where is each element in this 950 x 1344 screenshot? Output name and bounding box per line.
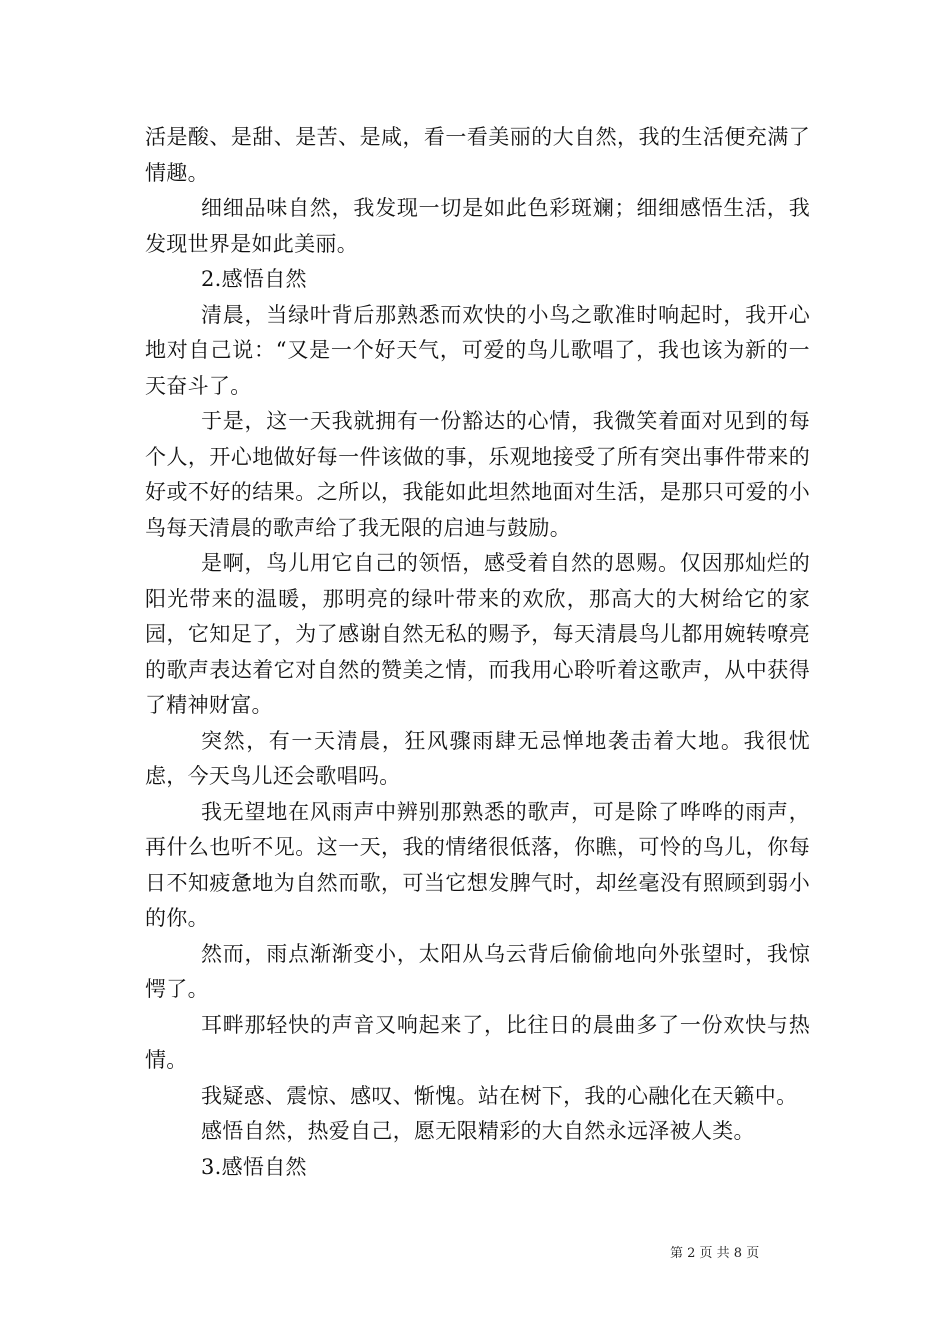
paragraph: 耳畔那轻快的声音又响起来了，比往日的晨曲多了一份欢快与热情。 (145, 1012, 810, 1072)
paragraph: 于是，这一天我就拥有一份豁达的心情，我微笑着面对见到的每个人，开心地做好每一件该做的事，乐观地接受了所有突出事件带来的好或不好的结果。之所以，我能如此坦然地面对生活，是那只可爱的小鸟每天清晨的歌声给了我无限的启迪与鼓励。 (145, 409, 810, 540)
paragraph: 是啊，鸟儿用它自己的领悟，感受着自然的恩赐。仅因那灿烂的阳光带来的温暖，那明亮的绿叶带来的欢欣，那高大的大树给它的家园，它知足了，为了感谢自然无私的赐予，每天清晨鸟儿都用婉转嘹亮的歌声表达着它对自然的赞美之情，而我用心聆听着这歌声，从中获得了精神财富。 (145, 551, 810, 717)
page-number: 第 2 页 共 8 页 (670, 1246, 760, 1261)
paragraph: 我疑惑、震惊、感叹、惭愧。站在树下，我的心融化在天籁中。 (201, 1083, 798, 1108)
section-heading: 2.感悟自然 (201, 267, 307, 291)
document-body (145, 120, 810, 1185)
paragraph: 突然，有一天清晨，狂风骤雨肆无忌惮地袭击着大地。我很忧虑，今天鸟儿还会歌唱吗。 (145, 728, 810, 788)
paragraph: 清晨，当绿叶背后那熟悉而欢快的小鸟之歌准时响起时，我开心地对自己说：“又是一个好天气，可爱的鸟儿歌唱了，我也该为新的一天奋斗了。 (145, 302, 810, 398)
paragraph: 我无望地在风雨声中辨别那熟悉的歌声，可是除了哗哗的雨声，再什么也听不见。这一天，我的情绪很低落，你瞧，可怜的鸟儿，你每日不知疲惫地为自然而歌，可当它想发脾气时，却丝毫没有照顾到弱小的你。 (145, 799, 810, 930)
paragraph: 感悟自然，热爱自己，愿无限精彩的大自然永远泽被人类。 (201, 1119, 755, 1143)
paragraph: 然而，雨点渐渐变小，太阳从乌云背后偷偷地向外张望时，我惊愕了。 (145, 941, 810, 1001)
paragraph: 细细品味自然，我发现一切是如此色彩斑斓；细细感悟生活，我发现世界是如此美丽。 (145, 196, 810, 256)
paragraph: 活是酸、是甜、是苦、是咸，看一看美丽的大自然，我的生活便充满了情趣。 (145, 125, 810, 185)
section-heading: 3.感悟自然 (201, 1154, 307, 1179)
